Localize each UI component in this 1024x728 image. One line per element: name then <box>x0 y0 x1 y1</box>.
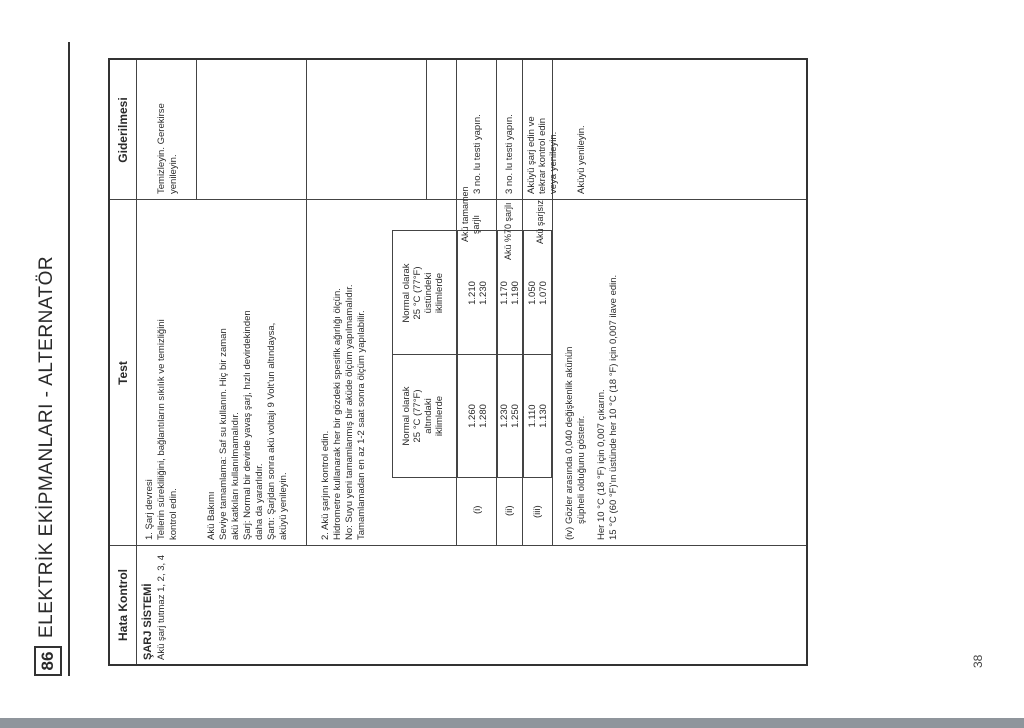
temperature-note: Her 10 °C (18 °F) için 0,007 çıkarın. <box>596 389 607 540</box>
remedy-recharge: tekrar kontrol edin <box>537 117 548 194</box>
temperature-note: 15 °C (60 °F)'ın üstünde her 10 °C (18 °F) için 0,007 ilave edin. <box>608 274 619 540</box>
test1-line: Tellerin sürekliliğini, bağlantıların sıkılık ve temizliğini <box>156 319 167 540</box>
battery-care-line: akü katkıları kullanılmamalıdır. <box>230 412 241 540</box>
test2-line: Tamamlamadan en az 1-2 saat sonra ölçüm yapılabilir. <box>356 310 367 540</box>
row-divider <box>522 60 523 546</box>
row-divider <box>306 60 307 546</box>
scanner-edge <box>0 718 1024 728</box>
remedy-recharge: Aküyü şarj edin ve <box>526 116 537 194</box>
gravity-row-divider <box>523 231 524 477</box>
remedy-test3: 3 no. lu testi yapın. <box>472 114 483 194</box>
row-label: (i) <box>472 505 483 514</box>
footer-page-number: 38 <box>971 654 985 668</box>
gravity-value-above: 1.170 1.190 <box>499 281 521 305</box>
gravity-value-below: 1.110 1.130 <box>527 404 549 428</box>
column-header-test: Test <box>116 361 130 385</box>
rotated-page <box>30 36 830 676</box>
battery-state-70: Akü %70 şarjlı <box>503 202 513 260</box>
gravity-value-below: 1.230 1.250 <box>499 404 521 428</box>
remedy-recharge: veya yenileyin. <box>548 131 559 194</box>
troubleshooting-table <box>108 58 808 666</box>
row-label: (iii) <box>532 505 543 518</box>
test1-remedy: Temizleyin. Gerekirse <box>156 103 167 194</box>
remedy-divider <box>196 60 197 200</box>
battery-care-line: aküyü yenileyin. <box>278 472 289 540</box>
fault-description: Akü şarj tutmaz 1, 2, 3, 4 <box>156 554 167 660</box>
battery-care-line: Şartı: Şarjdan sonra akü voltajı 9 Volt'un altındaysa, <box>266 322 277 540</box>
remedy-test3: 3 no. lu testi yapın. <box>504 114 515 194</box>
note-iv-line: Gözler arasında 0,040 değişkenlik akünün <box>564 346 575 524</box>
section-title: ŞARJ SİSTEMİ <box>142 583 154 660</box>
gravity-row-divider <box>497 231 498 477</box>
row-divider <box>496 60 497 546</box>
battery-care-line: Seviye tamamlama: Saf su kullanın. Hiç bir zaman <box>218 328 229 540</box>
battery-care-line: daha da yararlıdır. <box>254 463 265 540</box>
test1-line: 1. Şarj devresi <box>144 479 155 540</box>
remedy-divider <box>426 60 427 200</box>
battery-state-empty: Akü şarjsız <box>535 199 545 244</box>
battery-state-full: Akü tamamen şarjlı <box>460 186 481 242</box>
battery-care-line: Şarj: Normal bir devirde yavaş şarj, hızlı devirdekinden <box>242 310 253 540</box>
note-iv-label: (iv) <box>564 526 575 540</box>
gravity-value-above: 1.050 1.070 <box>527 281 549 305</box>
battery-care-line: Akü Bakımı <box>206 491 217 540</box>
page-header <box>30 36 66 676</box>
gravity-header-above: Normal olarak 25 °C (77°F) üstündeki iklimlerde <box>401 263 445 323</box>
column-header-remedy: Giderilmesi <box>116 97 130 163</box>
gravity-value-above: 1.210 1.230 <box>467 281 489 305</box>
page-number-box: 86 <box>34 646 62 676</box>
column-header-fault: Hata Kontrol <box>116 569 130 641</box>
test2-line: Hidrometre kullanarak her bir gözdeki spesifik ağırlığı ölçün. <box>332 288 343 540</box>
page-title: ELEKTRİK EKİPMANLARI - ALTERNATÖR <box>36 255 57 638</box>
test2-line: No: Suyu yeni tamamlanmış bir aküde ölçüm yapılmamalıdır. <box>344 284 355 540</box>
gravity-value-below: 1.260 1.280 <box>467 404 489 428</box>
row-divider <box>456 60 457 546</box>
header-divider <box>136 60 137 664</box>
column-divider-1 <box>110 545 806 546</box>
remedy-replace: Aküyü yenileyin. <box>576 125 587 194</box>
test1-remedy: yenileyin. <box>168 154 179 194</box>
gravity-table <box>392 230 552 478</box>
column-divider-2 <box>110 199 806 200</box>
gravity-header-below: Normal olarak 25 °C (77°F) altındaki iklimlerde <box>401 386 445 446</box>
test2-line: 2. Akü şarjını kontrol edin. <box>320 430 331 540</box>
note-iv-line: şüpheli olduğunu gösterir. <box>576 415 587 524</box>
gravity-header-divider <box>457 231 458 477</box>
test1-line: kontrol edin. <box>168 488 179 540</box>
row-label: (ii) <box>504 505 515 516</box>
